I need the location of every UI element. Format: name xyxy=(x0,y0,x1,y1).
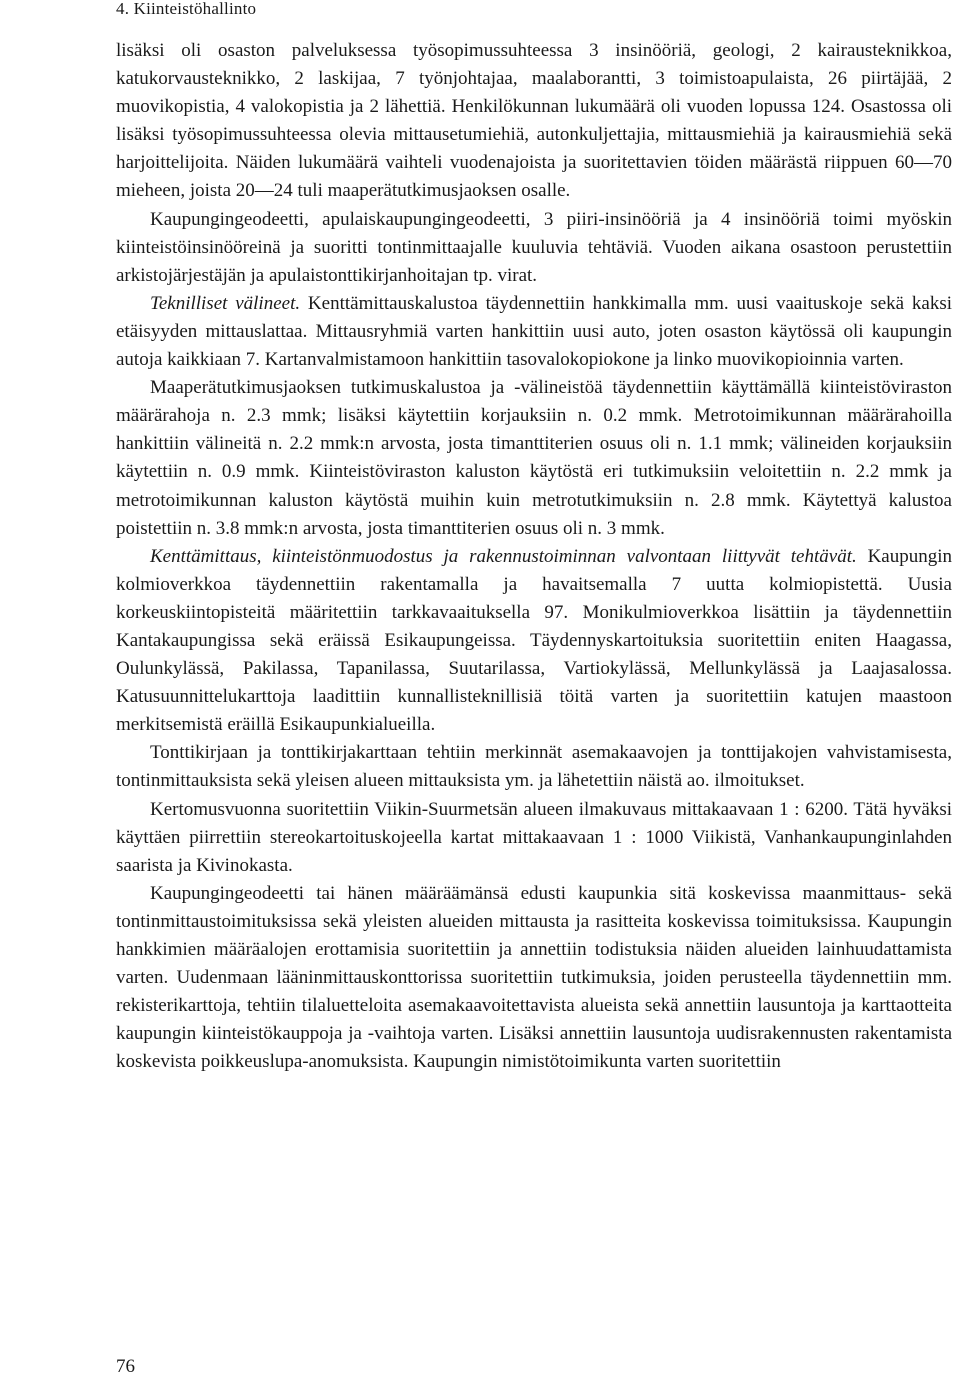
paragraph-text: Kenttämittauskalustoa täydennettiin hankkimalla mm. uusi vaaituskoje sekä kaksi etäisyyden mittauslattaa. Mittausryhmiä varten hankittiin uusi auto, joten osaston käytössä oli kaupungin autoja kaikkiaan 7. Kartanvalmistamoon hankittiin tasovalokopiokone ja linko muovikopioinnia varten. xyxy=(116,292,952,371)
section-lead: Kenttämittaus, kiinteistönmuodostus ja rakennustoiminnan valvontaan liittyvät tehtävät. xyxy=(150,545,857,567)
paragraph xyxy=(116,543,952,740)
paragraph-text: lisäksi oli osaston palveluksessa työsopimussuhteessa 3 insinööriä, geologi, 2 kairausteknikkoa, katukorvausteknikko, 2 laskijaa, 7 työnjohtajaa, maalaborantti, 3 toimistoapulaista, 26 piirtäjää, 2 muovikopistia, 4 valokopistia ja 2 lähettiä. Henkilökunnan lukumäärä oli vuoden lopussa 124. Osastossa oli lisäksi työsopimussuhteessa olevia mittausetumiehiä, autonkuljettajia, mittausmiehiä ja kairausmiehiä sekä harjoittelijoita. Näiden lukumäärä vaihteli vuodenajoista ja suoritettavien töiden määrästä riippuen 60—70 mieheen, joista 20—24 tuli maaperätutkimusjaoksen osalle. xyxy=(116,40,952,202)
paragraph-text: Tonttikirjaan ja tonttikirjakarttaan tehtiin merkinnät asemakaavojen ja tonttijakojen vahvistamisesta, tontinmittauksista sekä yleisen alueen mittauksista ym. ja lähetettiin näistä ao. ilmoitukset. xyxy=(116,742,952,792)
paragraph xyxy=(116,37,952,206)
paragraph-text: Maaperätutkimusjaoksen tutkimuskalustoa ja -välineistöä täydennettiin käyttämällä kiinteistöviraston määrärahoja n. 2.3 mmk; lisäksi käytettiin korjauksiin n. 0.2 mmk. Metrotoimikunnan määrärahoilla hankittiin välineitä n. 2.2 mmk:n arvosta, josta timanttiterien osuus oli n. 1.1 mmk; välineiden korjauksiin käytettiin n. 0.9 mmk. Kiinteistöviraston kaluston käytöstä eri tutkimuksiin veloitettiin n. 2.2 mmk ja metrotoimikunnan kaluston käytöstä muihin kuin metrotutkimuksiin n. 2.8 mmk. Käytettyä kalustoa poistettiin n. 3.8 mmk:n arvosta, josta timanttiterien osuus oli n. 3 mmk. xyxy=(116,377,952,539)
paragraph xyxy=(116,206,952,290)
paragraph xyxy=(116,374,952,543)
paragraph-text: Kaupungingeodeetti, apulaiskaupungingeodeetti, 3 piiri-insinööriä ja 4 insinööriä toimi myöskin kiinteistöinsinööreinä ja suoritti tontinmittaajalle kuuluvia tehtäviä. Vuoden aikana osastoon perustettiin arkistojärjestäjän ja apulaistonttikirjanhoitajan tp. virat. xyxy=(116,208,952,286)
running-head: 4. Kiinteistöhallinto xyxy=(116,0,257,18)
paragraph-text: Kaupungingeodeetti tai hänen määräämänsä edusti kaupunkia sitä koskevissa maanmittaus- sekä tontinmittaustoimituksissa sekä yleisten alueiden mittausta ja rasitteita koskevissa toimituksissa. Kaupungin hankkimien määräalojen erottamisia suoritettiin ja annettiin todistuksia näiden alueiden lainhuudattamista varten. Uudenmaan lääninmittauskonttorissa suoritettiin tutkimuksia, joiden perusteella täydennettiin mm. rekisterikarttoja, tehtiin tilaluetteloita asemakaavoitettavista alueista sekä annettiin lausuntoja ja karttaotteita kaupungin kiinteistökauppoja ja -vaihtoja varten. Lisäksi annettiin lausuntoja uudisrakennusten rakentamista koskevista poikkeuslupa-anomuksista. Kaupungin nimistötoimikunta varten suoritettiin xyxy=(116,882,952,1073)
paragraph xyxy=(116,880,952,1077)
page-number: 76 xyxy=(116,1356,135,1377)
paragraph-text: Kertomusvuonna suoritettiin Viikin-Suurmetsän alueen ilmakuvaus mittakaavaan 1 : 6200. Tätä hyväksi käyttäen piirrettiin stereokartoituskojeella kartat mittakaavaan 1 : 1000 Viikistä, Vanhankaupunginlahden saarista ja Kivinokasta. xyxy=(116,798,952,876)
paragraph xyxy=(116,739,952,795)
body-text xyxy=(116,37,952,1076)
paragraph xyxy=(116,290,952,374)
paragraph-text: Kaupungin kolmioverkkoa täydennettiin rakentamalla ja havaitsemalla 7 uutta kolmiopistettä. Uusia korkeuskiintopisteitä määritettiin tarkkavaaituksella 97. Monikulmioverkkoa lisättiin ja täydennettiin Kantakaupungissa sekä eräissä Esikaupungeissa. Täydennyskartoituksia suoritettiin eniten Haagassa, Oulunkylässä, Pakilassa, Tapanilassa, Suutarilassa, Vartiokylässä, Mellunkylässä ja Laajasalossa. Katusuunnittelukarttoja laadittiin kunnallisteknillisiä töitä varten ja suoritettiin katujen maastoon merkitsemistä eräillä Esikaupunkialueilla. xyxy=(116,545,953,736)
paragraph xyxy=(116,796,952,880)
section-lead: Teknilliset välineet. xyxy=(150,292,301,314)
